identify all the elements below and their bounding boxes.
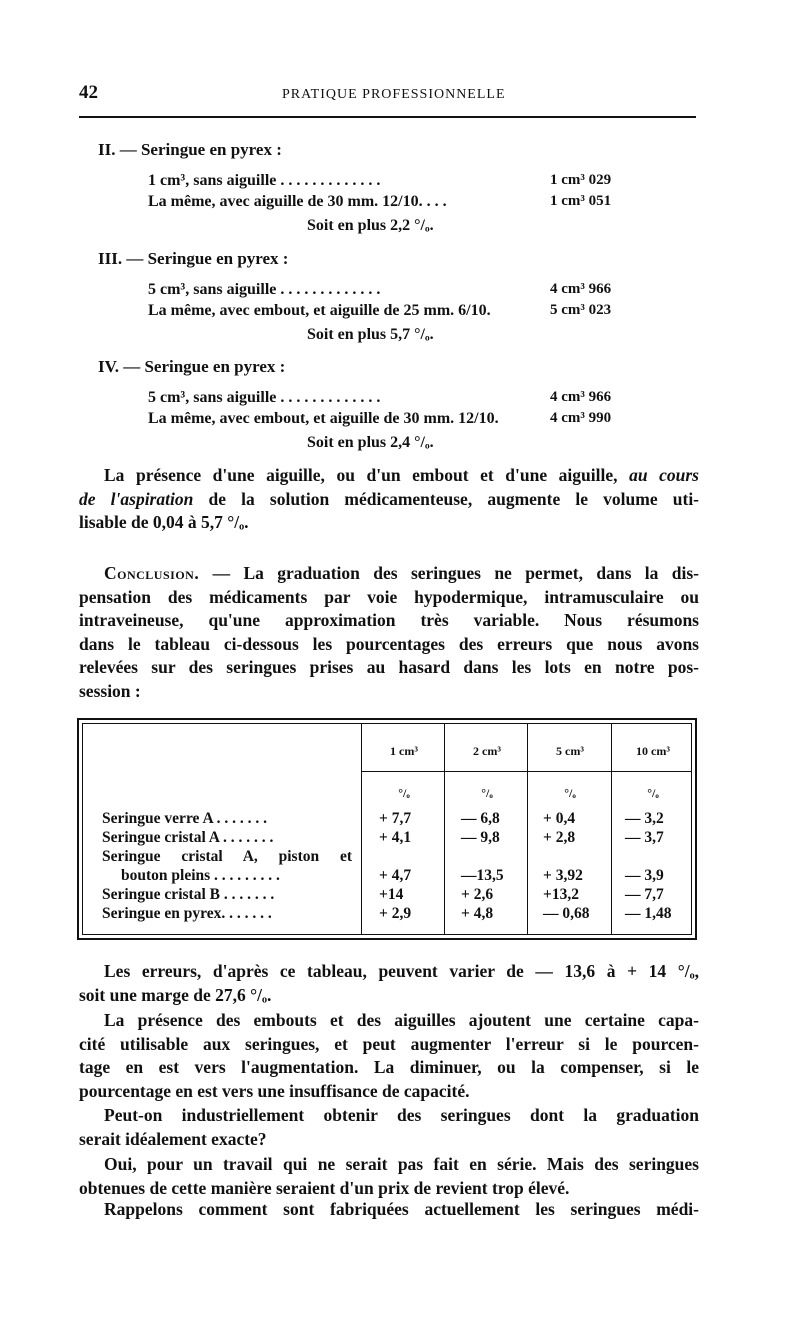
table-divider [361, 724, 362, 934]
paragraph-line: soit une marge de 27,6 °/ₒ. [79, 984, 272, 1005]
table-divider [527, 724, 528, 934]
paragraph-erreurs [79, 960, 699, 1007]
section-iii-line-1-value: 4 cm³ 966 [550, 281, 612, 297]
table-cell: + 2,9 [379, 905, 412, 922]
section-iii-line-2-label: La même, avec embout, et aiguille de 25 mm. 6/10. [148, 302, 491, 319]
paragraph-line: Rappelons comment sont fabriquées actuellement les seringues médi- [104, 1199, 699, 1219]
paragraph-line: intraveineuse, qu'une approximation très variable. Nous résumons [79, 610, 699, 630]
table-row-label: Seringue cristal B . . . . . . . [102, 886, 275, 903]
section-iv-result: Soit en plus 2,4 °/ₒ. [307, 434, 434, 451]
table-cell: + 3,92 [543, 867, 583, 884]
table-cell: — 1,48 [625, 905, 672, 922]
paragraph-line [79, 488, 699, 512]
table-row-label: Seringue en pyrex. . . . . . . [102, 905, 272, 922]
text-run: de la solution médicamenteuse, augmente le volume uti- [193, 488, 700, 509]
error-table-inner [82, 723, 692, 935]
section-iii-line-2-value: 5 cm³ 023 [550, 302, 612, 318]
paragraph-line: tage en est vers l'augmentation. La diminuer, ou la compenser, si le [79, 1057, 699, 1077]
table-cell: +14 [379, 886, 404, 903]
error-table [77, 718, 697, 940]
table-row-label: bouton pleins . . . . . . . . . [121, 867, 280, 884]
unit-label: °/ₒ [398, 786, 410, 800]
paragraph-line [79, 562, 699, 586]
paragraph-line: session : [79, 680, 141, 701]
paragraph-fabrication [79, 1198, 699, 1222]
paragraph-line: Peut-on industriellement obtenir des seringues dont la graduation [104, 1105, 699, 1125]
section-ii-line-1-label: 1 cm³, sans aiguille . . . . . . . . . . . . . [148, 172, 381, 189]
table-divider [611, 724, 612, 934]
table-cell: + 2,6 [461, 886, 494, 903]
unit-label: °/ₒ [647, 786, 659, 800]
table-cell: — 3,7 [625, 829, 664, 846]
table-cell: + 2,8 [543, 829, 576, 846]
table-cell: + 4,7 [379, 867, 412, 884]
paragraph-reponse [79, 1153, 699, 1200]
section-ii-line-2-value: 1 cm³ 051 [550, 193, 612, 209]
section-ii-line-1-value: 1 cm³ 029 [550, 172, 612, 188]
section-ii-title: II. — Seringue en pyrex : [98, 140, 282, 159]
section-iv-line-1-value: 4 cm³ 966 [550, 389, 612, 405]
section-iii-title: III. — Seringue en pyrex : [98, 249, 289, 268]
running-title: PRATIQUE PROFESSIONNELLE [282, 87, 506, 102]
table-cell: + 7,7 [379, 810, 412, 827]
paragraph-conclusion [79, 562, 699, 703]
paragraph-line: Les erreurs, d'après ce tableau, peuvent varier de — 13,6 à + 14 °/ₒ, [104, 961, 699, 981]
table-row-label: Seringue cristal A, piston et [102, 848, 352, 865]
column-header-5cm3: 5 cm³ [556, 744, 584, 758]
unit-label: °/ₒ [564, 786, 576, 800]
header-rule [79, 116, 696, 118]
paragraph-line: pensation des médicaments par voie hypodermique, intramusculaire ou [79, 586, 699, 607]
paragraph-line: cité utilisable aux seringues, et peut augmenter l'erreur si le pourcen- [79, 1033, 699, 1054]
section-iv-line-2-label: La même, avec embout, et aiguille de 30 mm. 12/10. [148, 410, 499, 427]
text-run: La présence d'une aiguille, ou d'un embout et d'une aiguille, [104, 465, 630, 485]
section-ii-line-2-label: La même, avec aiguille de 30 mm. 12/10. . . . [148, 193, 447, 210]
paragraph-line [79, 464, 699, 488]
paragraph-line: obtenues de cette manière seraient d'un prix de revient trop élevé. [79, 1177, 570, 1198]
italic-text: de l'aspiration [79, 488, 194, 509]
italic-text: au cours [629, 465, 699, 485]
table-cell: — 9,8 [461, 829, 500, 846]
paragraph-line: dans le tableau ci-dessous les pourcentages des erreurs que nous avons [79, 633, 699, 654]
paragraph-line: Oui, pour un travail qui ne serait pas fait en série. Mais des seringues [104, 1154, 699, 1174]
table-cell: — 3,2 [625, 810, 664, 827]
section-iv-title: IV. — Seringue en pyrex : [98, 357, 286, 376]
column-header-10cm3: 10 cm³ [636, 744, 670, 758]
column-header-1cm3: 1 cm³ [390, 744, 418, 758]
table-cell: + 4,1 [379, 829, 412, 846]
conclusion-label: Conclusion. [104, 563, 200, 583]
table-cell: + 0,4 [543, 810, 576, 827]
paragraph-embouts [79, 1009, 699, 1103]
table-cell: — 6,8 [461, 810, 500, 827]
section-iv-line-1-label: 5 cm³, sans aiguille . . . . . . . . . . . . . [148, 389, 381, 406]
page-number: 42 [79, 82, 98, 103]
column-header-2cm3: 2 cm³ [473, 744, 501, 758]
table-header-rule [361, 771, 691, 772]
table-cell: —13,5 [461, 867, 504, 884]
text-run: — La graduation des seringues ne permet, dans la dis- [199, 563, 699, 583]
table-row-label: Seringue verre A . . . . . . . [102, 810, 268, 827]
section-ii-result: Soit en plus 2,2 °/ₒ. [307, 217, 434, 234]
paragraph-question [79, 1104, 699, 1151]
unit-label: °/ₒ [481, 786, 493, 800]
paragraph-aiguille [79, 464, 699, 535]
table-cell: + 4,8 [461, 905, 494, 922]
table-cell: — 0,68 [543, 905, 590, 922]
section-iii-result: Soit en plus 5,7 °/ₒ. [307, 326, 434, 343]
table-divider [444, 724, 445, 934]
table-cell: — 7,7 [625, 886, 664, 903]
paragraph-line: relevées sur des seringues prises au hasard dans les lots en notre pos- [79, 657, 699, 677]
paragraph-line: pourcentage en est vers une insuffisance de capacité. [79, 1080, 470, 1101]
table-row-label: Seringue cristal A . . . . . . . [102, 829, 274, 846]
paragraph-line: serait idéalement exacte? [79, 1128, 267, 1149]
table-cell: — 3,9 [625, 867, 664, 884]
section-iv-line-2-value: 4 cm³ 990 [550, 410, 612, 426]
paragraph-line: La présence des embouts et des aiguilles ajoutent une certaine capa- [104, 1010, 699, 1030]
section-iii-line-1-label: 5 cm³, sans aiguille . . . . . . . . . . . . . [148, 281, 381, 298]
table-cell: +13,2 [543, 886, 579, 903]
paragraph-line: lisable de 0,04 à 5,7 °/ₒ. [79, 512, 249, 532]
